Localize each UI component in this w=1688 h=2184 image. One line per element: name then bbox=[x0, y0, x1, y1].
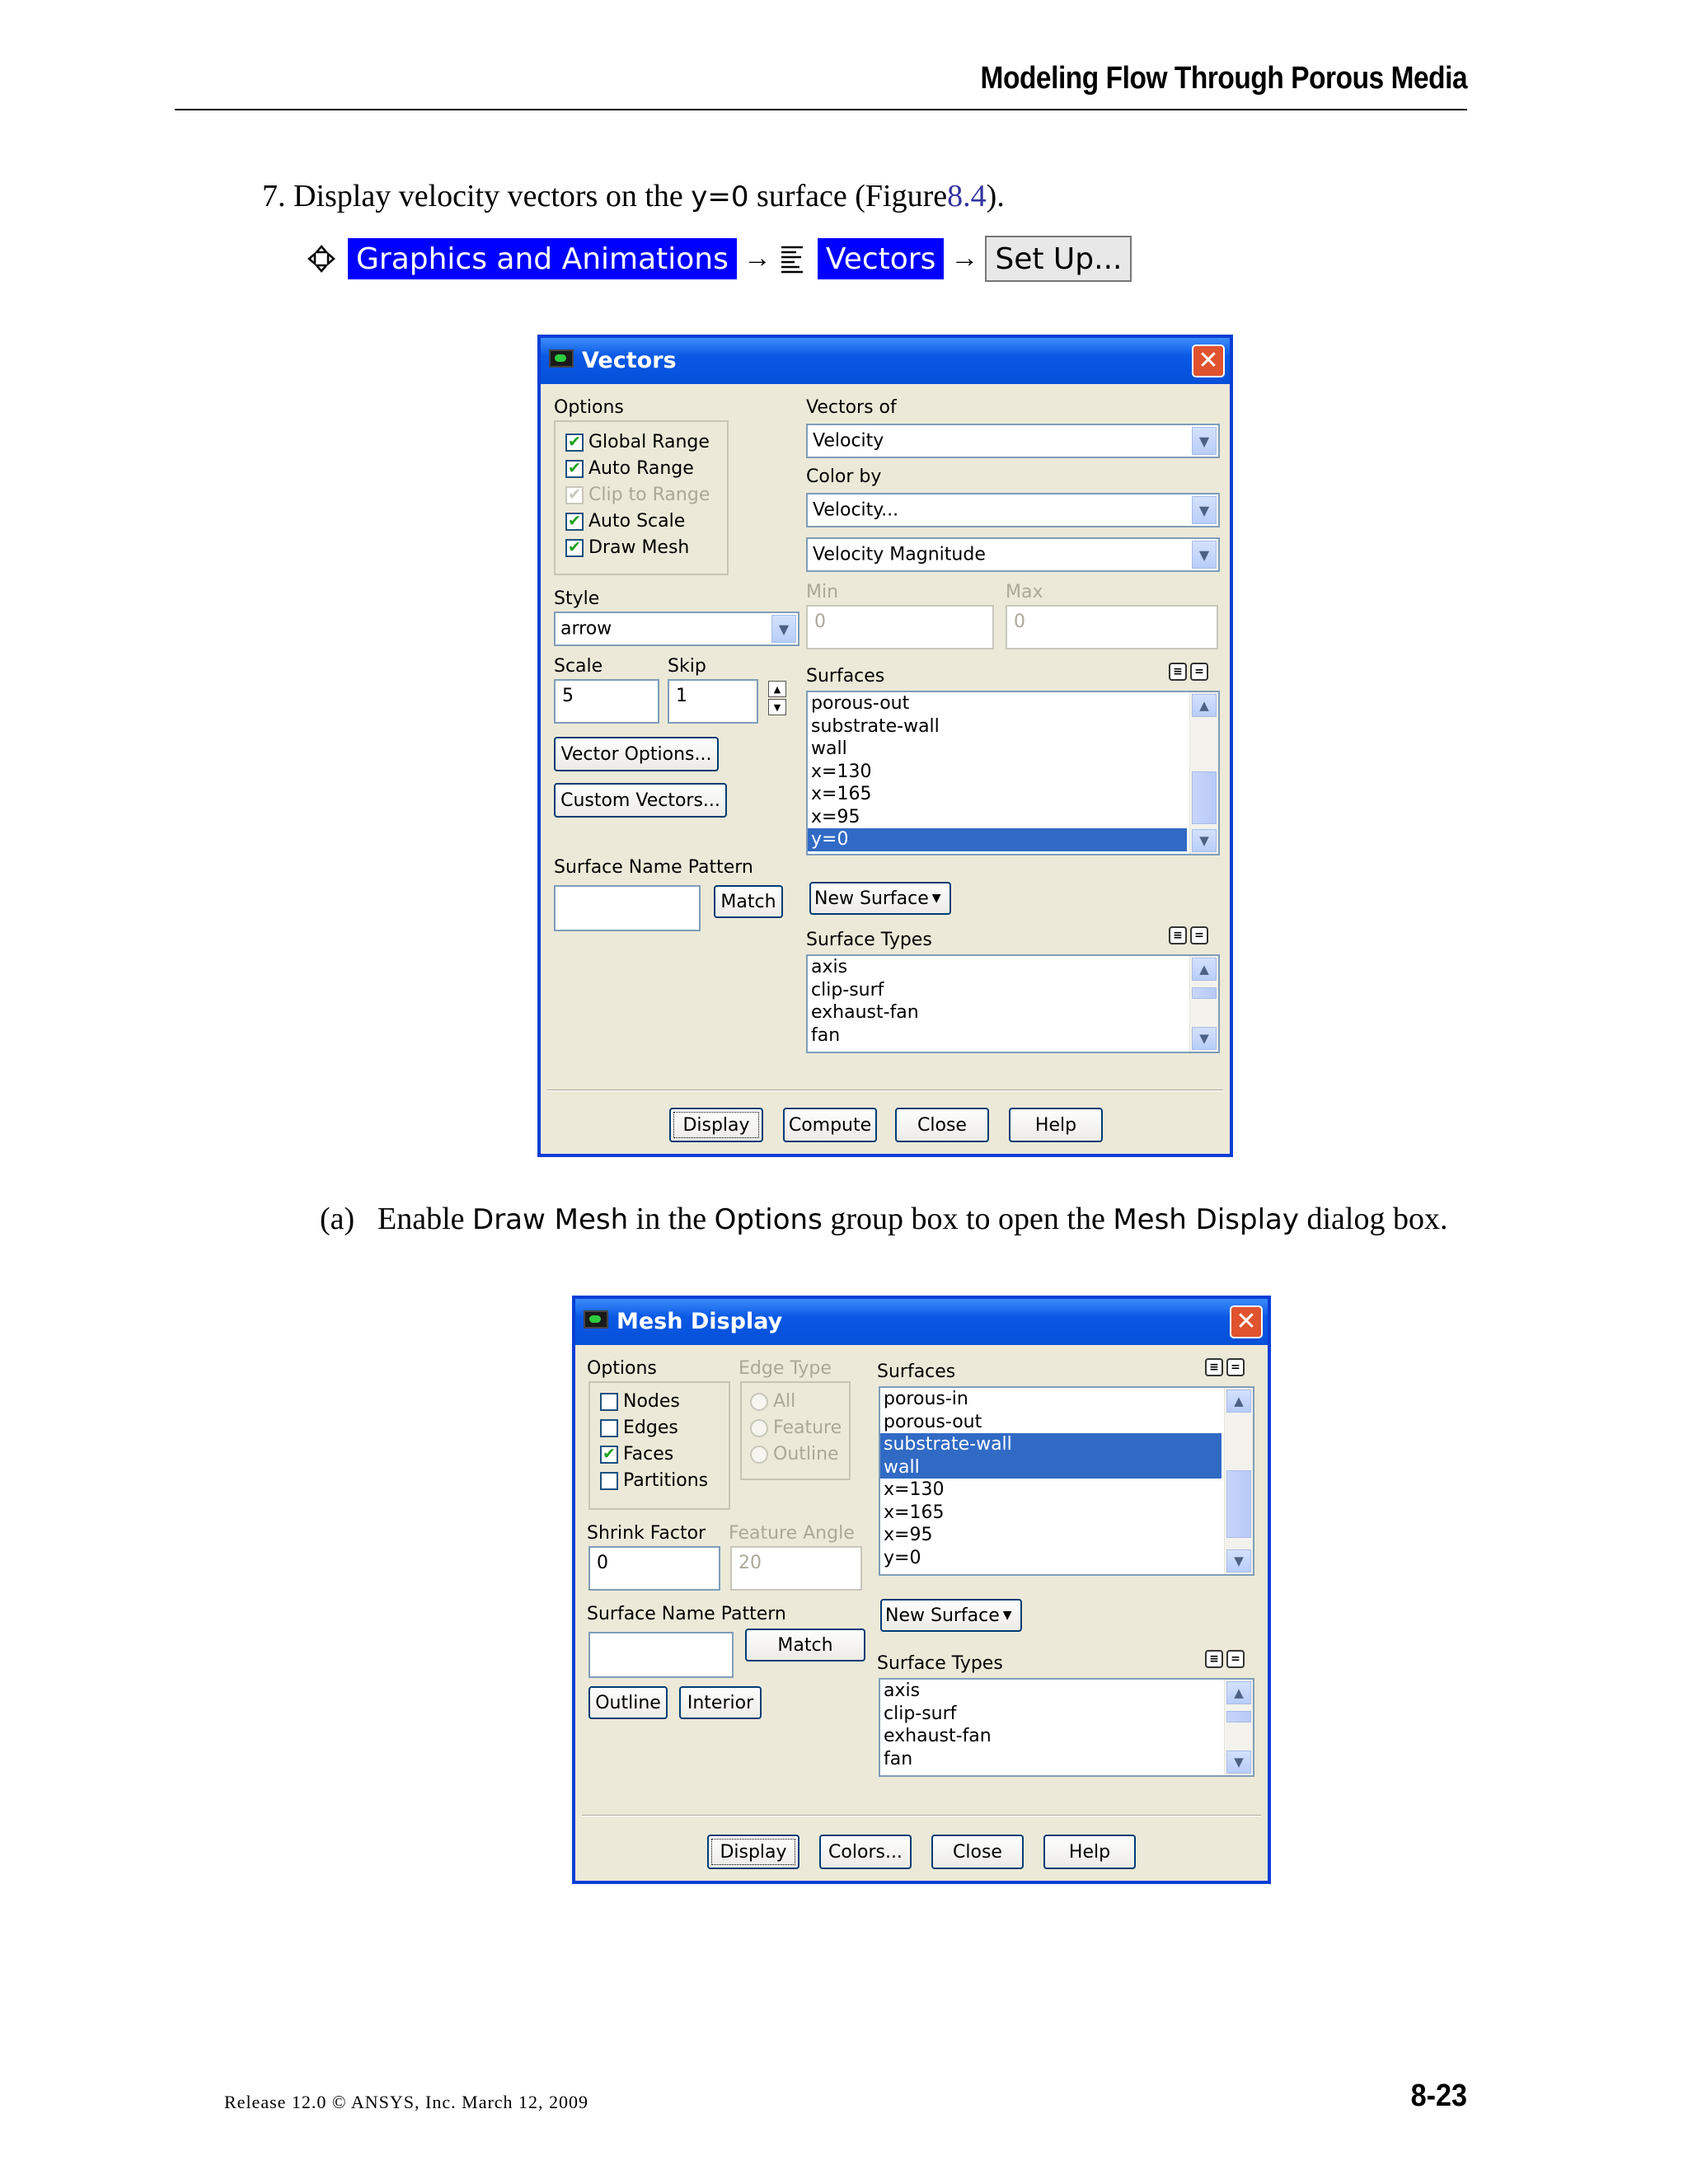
list-item[interactable]: clip-surf bbox=[884, 1703, 957, 1724]
new-surface-label: New Surface bbox=[814, 888, 929, 909]
min-input[interactable] bbox=[806, 605, 994, 649]
nav-vectors[interactable]: Vectors bbox=[818, 238, 944, 279]
edge-type-label: Edge Type bbox=[738, 1358, 832, 1379]
edge-all-radio[interactable] bbox=[750, 1391, 795, 1412]
display-button[interactable]: Display bbox=[669, 1108, 763, 1142]
app-icon bbox=[584, 1310, 608, 1329]
options-label: Options bbox=[587, 1358, 657, 1379]
deselect-all-icon[interactable]: = bbox=[1226, 1650, 1245, 1668]
new-surface-button[interactable] bbox=[809, 882, 951, 915]
para-text-1: Enable bbox=[377, 1202, 465, 1236]
compute-button[interactable]: Compute bbox=[783, 1108, 877, 1142]
close-icon[interactable]: ✕ bbox=[1192, 344, 1225, 377]
clip-to-range-checkbox[interactable] bbox=[565, 485, 710, 505]
surface-types-label: Surface Types bbox=[877, 1653, 1003, 1674]
list-item[interactable]: x=95 bbox=[884, 1525, 933, 1545]
nav-arrow-2: → bbox=[950, 243, 979, 274]
step-text-middle: surface (Figure bbox=[757, 179, 948, 213]
auto-scale-label: Auto Scale bbox=[588, 511, 686, 532]
chevron-down-icon: ▼ bbox=[1192, 496, 1217, 524]
surface-types-label: Surface Types bbox=[806, 930, 932, 950]
mesh-title: Mesh Display bbox=[617, 1309, 783, 1334]
vector-options-button[interactable]: Vector Options... bbox=[554, 737, 719, 771]
vectors-of-value: Velocity bbox=[813, 430, 884, 452]
vectors-list-icon bbox=[778, 244, 806, 274]
list-item[interactable]: clip-surf bbox=[811, 979, 884, 1001]
surface-types-scrollbar[interactable] bbox=[1189, 956, 1218, 1052]
surface-types-select-buttons bbox=[1165, 926, 1208, 944]
new-surface-button[interactable] bbox=[880, 1599, 1022, 1632]
skip-spinner[interactable] bbox=[768, 681, 786, 717]
list-item[interactable]: porous-out bbox=[884, 1411, 982, 1432]
scroll-up-icon[interactable]: ▲ bbox=[1226, 1681, 1251, 1704]
surface-types-list[interactable] bbox=[806, 954, 1220, 1053]
list-item[interactable]: x=95 bbox=[811, 806, 860, 827]
edge-outline-label: Outline bbox=[773, 1444, 839, 1465]
close-button[interactable]: Close bbox=[931, 1835, 1024, 1869]
help-button[interactable]: Help bbox=[1009, 1108, 1103, 1142]
color-by-sub-value: Velocity Magnitude bbox=[813, 544, 986, 565]
vectors-title-bar[interactable] bbox=[541, 338, 1230, 384]
list-item-selected[interactable]: y=0 bbox=[808, 828, 1187, 851]
surface-name-pattern-label: Surface Name Pattern bbox=[587, 1604, 786, 1624]
checkbox-box bbox=[600, 1472, 618, 1490]
scroll-down-icon[interactable]: ▼ bbox=[1226, 1549, 1251, 1572]
list-item[interactable]: porous-in bbox=[884, 1389, 968, 1409]
match-button[interactable]: Match bbox=[714, 885, 783, 918]
radio-circle bbox=[750, 1446, 768, 1464]
style-dropdown[interactable] bbox=[554, 612, 799, 646]
nav-set-up-button[interactable]: Set Up... bbox=[985, 236, 1132, 282]
edges-label: Edges bbox=[623, 1418, 678, 1438]
list-item[interactable]: exhaust-fan bbox=[884, 1726, 992, 1746]
global-range-checkbox[interactable] bbox=[565, 432, 710, 452]
dropdown-arrow-icon: ▼ bbox=[1002, 1609, 1012, 1622]
scroll-down-icon[interactable]: ▼ bbox=[1192, 829, 1217, 852]
checkbox-box bbox=[600, 1419, 618, 1437]
para-option: Draw Mesh bbox=[472, 1203, 629, 1236]
chevron-down-icon: ▼ bbox=[771, 615, 796, 643]
faces-checkbox[interactable] bbox=[600, 1444, 673, 1465]
list-item[interactable]: x=165 bbox=[884, 1502, 945, 1523]
clip-to-range-label: Clip to Range bbox=[588, 485, 710, 505]
list-item-selected[interactable]: wall bbox=[880, 1456, 1221, 1479]
list-item[interactable]: axis bbox=[811, 957, 848, 977]
surface-name-pattern-input[interactable] bbox=[554, 885, 701, 931]
scale-value: 5 bbox=[562, 686, 574, 706]
max-input[interactable] bbox=[1006, 605, 1218, 649]
surfaces-list[interactable] bbox=[806, 691, 1220, 855]
draw-mesh-checkbox[interactable] bbox=[565, 537, 689, 558]
scroll-down-icon[interactable]: ▼ bbox=[1226, 1750, 1251, 1774]
edge-outline-radio[interactable] bbox=[750, 1444, 839, 1465]
mesh-display-dialog bbox=[572, 1296, 1271, 1884]
partitions-label: Partitions bbox=[623, 1470, 709, 1491]
chevron-down-icon: ▼ bbox=[1192, 541, 1217, 569]
check-icon: ✔ bbox=[565, 460, 584, 478]
divider bbox=[547, 1090, 1223, 1091]
skip-value: 1 bbox=[676, 686, 687, 706]
feature-angle-input[interactable] bbox=[730, 1546, 862, 1591]
step-text-before: Display velocity vectors on the bbox=[293, 179, 683, 213]
instruction-a bbox=[320, 1198, 1467, 1240]
page-number: 8-23 bbox=[1410, 2079, 1467, 2113]
colors-button[interactable]: Colors... bbox=[819, 1835, 912, 1869]
select-all-icon[interactable]: ≡ bbox=[1205, 1358, 1223, 1376]
scroll-thumb[interactable] bbox=[1226, 1470, 1251, 1538]
list-item-selected[interactable]: substrate-wall bbox=[880, 1433, 1221, 1456]
partitions-checkbox[interactable] bbox=[600, 1470, 708, 1491]
surface-types-scrollbar[interactable] bbox=[1224, 1680, 1253, 1775]
list-item[interactable]: fan bbox=[884, 1748, 913, 1769]
item-label: (a) bbox=[320, 1202, 355, 1236]
select-all-icon[interactable]: ≡ bbox=[1169, 663, 1187, 681]
max-value: 0 bbox=[1014, 612, 1025, 632]
edge-all-label: All bbox=[773, 1391, 796, 1412]
mesh-title-bar[interactable] bbox=[575, 1299, 1268, 1345]
skip-label: Skip bbox=[668, 656, 706, 677]
list-item[interactable]: substrate-wall bbox=[811, 715, 940, 737]
style-label: Style bbox=[554, 588, 600, 609]
para-text-4: dialog box. bbox=[1306, 1202, 1448, 1236]
surfaces-select-buttons bbox=[1202, 1358, 1245, 1376]
check-icon: ✔ bbox=[565, 513, 584, 531]
list-item[interactable]: porous-out bbox=[811, 693, 910, 714]
release-footer: Release 12.0 © ANSYS, Inc. March 12, 2009 bbox=[224, 2092, 589, 2112]
scroll-thumb[interactable] bbox=[1192, 771, 1217, 824]
step-number: 7. bbox=[262, 179, 286, 213]
list-item[interactable]: x=130 bbox=[884, 1479, 945, 1500]
list-item[interactable]: x=165 bbox=[811, 784, 872, 804]
surface-types-list[interactable] bbox=[879, 1678, 1254, 1777]
select-all-icon[interactable]: ≡ bbox=[1205, 1650, 1223, 1668]
surface-name-pattern-input[interactable] bbox=[588, 1632, 734, 1678]
scroll-thumb[interactable] bbox=[1226, 1711, 1251, 1722]
color-by-label: Color by bbox=[806, 466, 882, 487]
para-group: Options bbox=[714, 1203, 823, 1236]
vectors-of-dropdown[interactable] bbox=[806, 424, 1220, 458]
list-item[interactable]: exhaust-fan bbox=[811, 1002, 919, 1023]
color-by-dropdown[interactable] bbox=[806, 493, 1220, 527]
surfaces-label: Surfaces bbox=[806, 666, 885, 687]
surfaces-label: Surfaces bbox=[877, 1361, 956, 1382]
edge-feature-radio[interactable] bbox=[750, 1418, 842, 1438]
running-header bbox=[175, 61, 1467, 110]
step-7 bbox=[262, 178, 1005, 214]
radio-circle bbox=[750, 1393, 768, 1411]
list-item[interactable]: x=130 bbox=[811, 761, 872, 782]
select-all-icon[interactable]: ≡ bbox=[1169, 926, 1187, 944]
list-item[interactable]: wall bbox=[811, 738, 847, 759]
header-title: Modeling Flow Through Porous Media bbox=[980, 61, 1467, 96]
scroll-up-icon[interactable]: ▲ bbox=[1226, 1390, 1251, 1413]
shrink-factor-value: 0 bbox=[597, 1553, 608, 1573]
display-button[interactable]: Display bbox=[707, 1835, 799, 1869]
surfaces-scrollbar[interactable] bbox=[1224, 1388, 1253, 1574]
surfaces-select-buttons bbox=[1165, 663, 1208, 681]
close-icon[interactable]: ✕ bbox=[1230, 1305, 1263, 1338]
check-icon: ✔ bbox=[565, 434, 584, 452]
list-item[interactable]: axis bbox=[884, 1680, 921, 1701]
scroll-up-icon[interactable]: ▲ bbox=[1192, 958, 1217, 981]
min-value: 0 bbox=[814, 612, 826, 632]
scroll-down-icon[interactable]: ▼ bbox=[1192, 1027, 1217, 1050]
feature-angle-value: 20 bbox=[738, 1553, 762, 1573]
para-dialog: Mesh Display bbox=[1113, 1203, 1299, 1236]
global-range-label: Global Range bbox=[588, 432, 710, 452]
divider bbox=[582, 1815, 1261, 1816]
custom-vectors-button[interactable]: Custom Vectors... bbox=[554, 783, 727, 818]
nav-arrow-1: → bbox=[743, 243, 771, 274]
scale-input[interactable] bbox=[554, 679, 659, 724]
dropdown-arrow-icon: ▼ bbox=[931, 892, 941, 905]
nodes-label: Nodes bbox=[623, 1391, 680, 1412]
options-label: Options bbox=[554, 397, 624, 418]
tree-move-icon bbox=[307, 244, 336, 274]
vectors-title: Vectors bbox=[582, 348, 677, 373]
spin-up-icon[interactable]: ▲ bbox=[768, 681, 786, 697]
app-icon bbox=[549, 349, 574, 368]
match-button[interactable]: Match bbox=[745, 1629, 865, 1661]
style-value: arrow bbox=[560, 618, 612, 640]
auto-scale-checkbox[interactable] bbox=[565, 511, 685, 532]
interior-button[interactable]: Interior bbox=[679, 1686, 762, 1719]
surface-name-pattern-label: Surface Name Pattern bbox=[554, 857, 753, 878]
scroll-up-icon[interactable]: ▲ bbox=[1192, 694, 1217, 717]
edge-feature-label: Feature bbox=[773, 1418, 842, 1438]
check-icon: ✔ bbox=[565, 539, 584, 557]
surfaces-list[interactable] bbox=[879, 1386, 1254, 1576]
deselect-all-icon[interactable]: = bbox=[1226, 1358, 1245, 1376]
shrink-factor-label: Shrink Factor bbox=[587, 1523, 706, 1544]
para-text-2: in the bbox=[635, 1202, 707, 1236]
scroll-thumb[interactable] bbox=[1192, 987, 1217, 999]
deselect-all-icon[interactable]: = bbox=[1190, 663, 1208, 681]
color-by-sub-dropdown[interactable] bbox=[806, 537, 1220, 572]
figure-ref-link[interactable]: 8.4 bbox=[947, 179, 987, 213]
scale-label: Scale bbox=[554, 656, 603, 677]
para-text-3: group box to open the bbox=[830, 1202, 1105, 1236]
vectors-dialog bbox=[537, 335, 1233, 1157]
auto-range-label: Auto Range bbox=[588, 458, 694, 479]
chevron-down-icon: ▼ bbox=[1192, 427, 1217, 455]
auto-range-checkbox[interactable] bbox=[565, 458, 694, 479]
faces-label: Faces bbox=[623, 1444, 674, 1465]
nodes-checkbox[interactable] bbox=[600, 1391, 680, 1412]
new-surface-label: New Surface bbox=[885, 1605, 1000, 1626]
radio-circle bbox=[750, 1419, 768, 1437]
max-label: Max bbox=[1006, 582, 1043, 602]
draw-mesh-label: Draw Mesh bbox=[588, 537, 690, 558]
color-by-value: Velocity... bbox=[813, 499, 899, 521]
navigation-path bbox=[307, 236, 1132, 282]
surfaces-scrollbar[interactable] bbox=[1189, 692, 1218, 854]
spin-down-icon[interactable]: ▼ bbox=[768, 699, 786, 715]
check-icon: ✔ bbox=[565, 486, 584, 504]
deselect-all-icon[interactable]: = bbox=[1190, 926, 1208, 944]
step-text-after: ). bbox=[986, 179, 1005, 213]
skip-input[interactable] bbox=[668, 679, 758, 724]
outline-button[interactable]: Outline bbox=[588, 1686, 668, 1719]
list-item[interactable]: y=0 bbox=[884, 1547, 921, 1568]
help-button[interactable]: Help bbox=[1043, 1835, 1136, 1869]
list-item[interactable]: fan bbox=[811, 1024, 841, 1046]
surface-types-select-buttons bbox=[1202, 1650, 1245, 1668]
vectors-of-label: Vectors of bbox=[806, 397, 897, 418]
min-label: Min bbox=[806, 582, 839, 602]
shrink-factor-input[interactable] bbox=[588, 1546, 720, 1591]
checkbox-box bbox=[600, 1393, 618, 1411]
feature-angle-label: Feature Angle bbox=[729, 1523, 855, 1544]
edges-checkbox[interactable] bbox=[600, 1418, 678, 1438]
nav-graphics-and-animations[interactable]: Graphics and Animations bbox=[348, 238, 737, 279]
close-button[interactable]: Close bbox=[895, 1108, 989, 1142]
step-surface: y=0 bbox=[691, 180, 749, 213]
check-icon: ✔ bbox=[600, 1446, 618, 1464]
